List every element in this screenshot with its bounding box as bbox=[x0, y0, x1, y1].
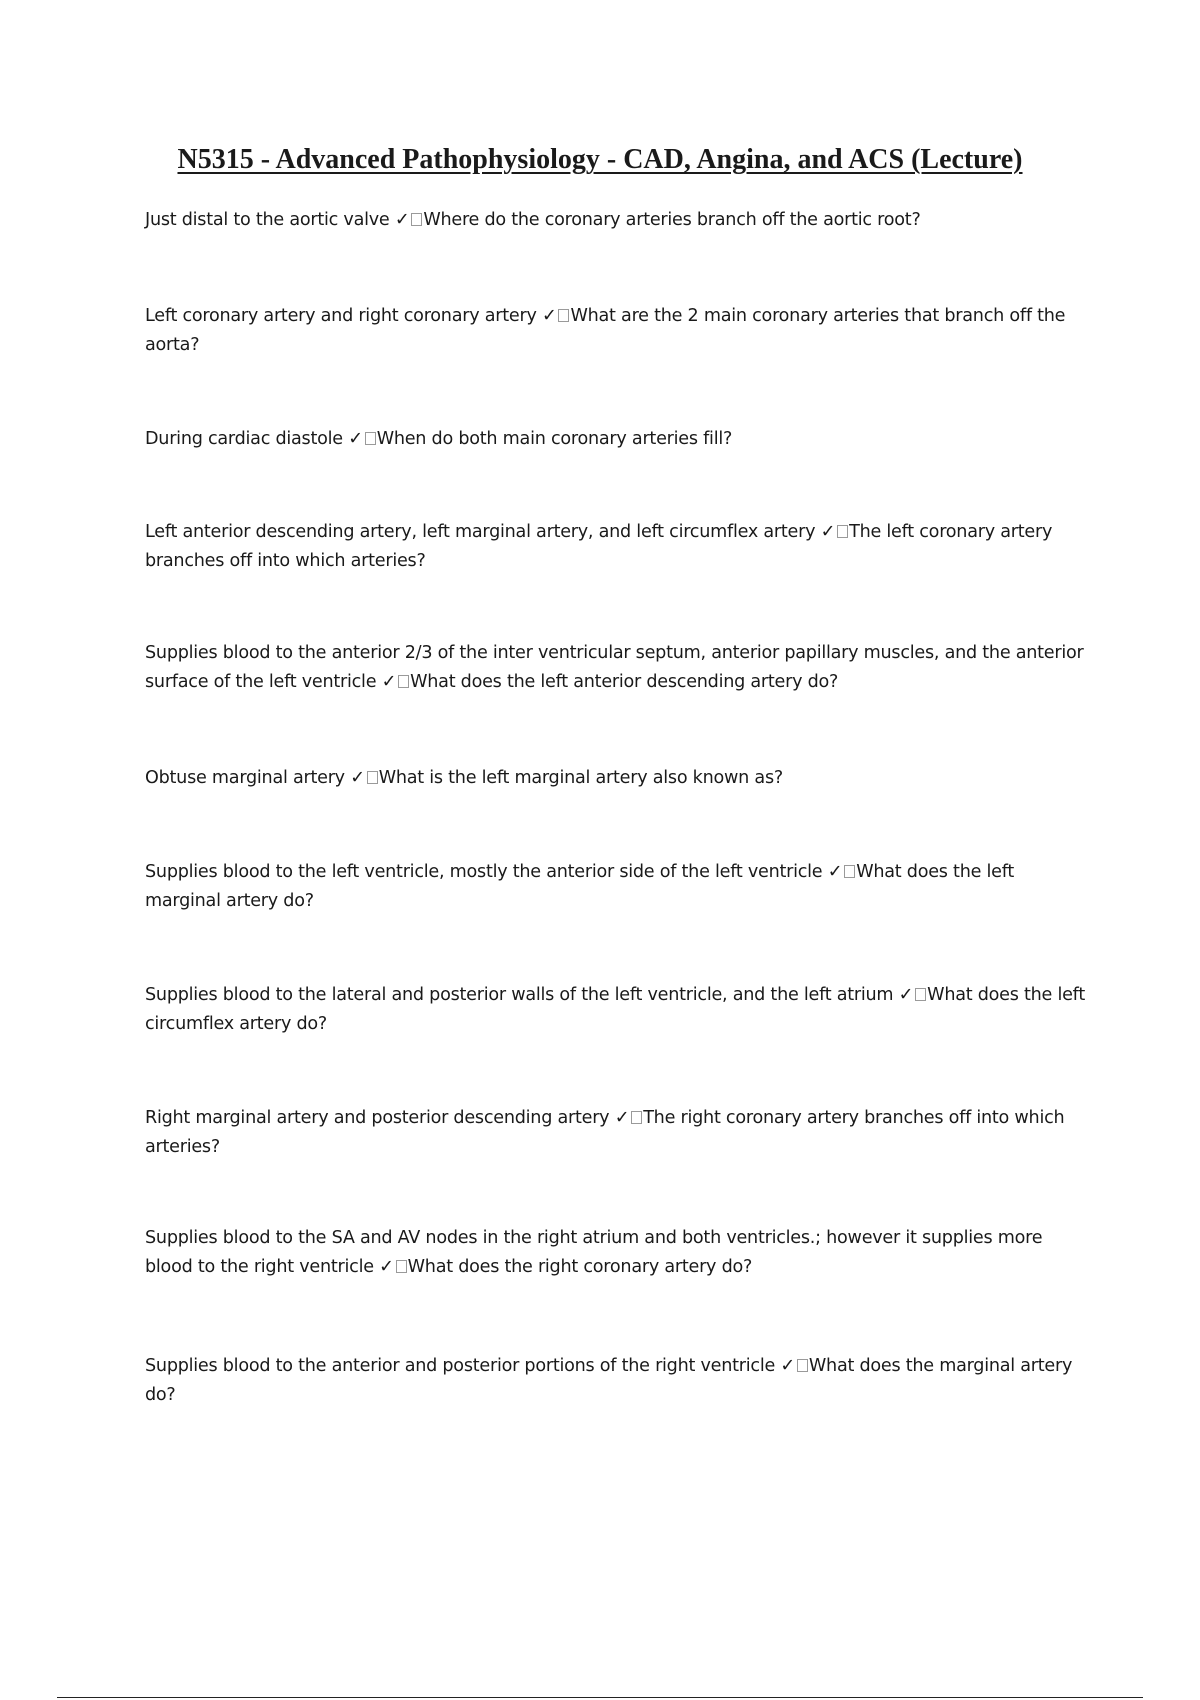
qa-question: The left coronary artery branches off into which arteries? bbox=[145, 522, 1053, 571]
empty-box-icon bbox=[797, 1359, 808, 1372]
qa-answer: Supplies blood to the lateral and posterior walls of the left ventricle, and the left atrium bbox=[145, 985, 894, 1005]
checkmark-icon: ✓ bbox=[381, 672, 397, 692]
qa-question: What does the left circumflex artery do? bbox=[145, 985, 1085, 1034]
qa-item bbox=[145, 206, 1090, 235]
bottom-divider bbox=[57, 1697, 1143, 1698]
qa-question: What does the right coronary artery do? bbox=[407, 1257, 753, 1277]
empty-box-icon bbox=[398, 675, 409, 688]
empty-box-icon bbox=[915, 988, 926, 1001]
qa-item bbox=[145, 981, 1090, 1039]
empty-box-icon bbox=[365, 432, 376, 445]
checkmark-icon: ✓ bbox=[379, 1257, 394, 1277]
qa-item bbox=[145, 639, 1090, 697]
document-title bbox=[0, 143, 1200, 177]
qa-answer: Left anterior descending artery, left marginal artery, and left circumflex artery bbox=[145, 522, 816, 542]
empty-box-icon bbox=[844, 865, 855, 878]
empty-box-icon bbox=[411, 213, 422, 226]
qa-item bbox=[145, 1104, 1090, 1162]
checkmark-icon: ✓ bbox=[614, 1108, 630, 1128]
qa-item bbox=[145, 858, 1090, 916]
qa-question: What is the left marginal artery also known as? bbox=[378, 768, 783, 788]
qa-answer: Supplies blood to the left ventricle, mostly the anterior side of the left ventricle bbox=[145, 862, 823, 882]
qa-answer: During cardiac diastole bbox=[145, 429, 343, 449]
qa-item bbox=[145, 764, 1090, 793]
qa-answer: Left coronary artery and right coronary artery bbox=[145, 306, 537, 326]
checkmark-icon: ✓ bbox=[820, 522, 836, 542]
qa-question: What does the left anterior descending artery do? bbox=[410, 672, 839, 692]
empty-box-icon bbox=[837, 525, 848, 538]
qa-answer: Obtuse marginal artery bbox=[145, 768, 345, 788]
qa-item bbox=[145, 302, 1090, 360]
document-title-text: N5315 - Advanced Pathophysiology - CAD, Angina, and ACS (Lecture) bbox=[177, 144, 1023, 175]
checkmark-icon: ✓ bbox=[898, 985, 914, 1005]
empty-box-icon bbox=[558, 309, 569, 322]
checkmark-icon: ✓ bbox=[348, 429, 363, 449]
qa-answer: Just distal to the aortic valve bbox=[145, 210, 390, 230]
checkmark-icon: ✓ bbox=[350, 768, 365, 788]
empty-box-icon bbox=[396, 1260, 407, 1273]
qa-item bbox=[145, 1352, 1090, 1410]
qa-item bbox=[145, 1224, 1090, 1282]
qa-question: Where do the coronary arteries branch off the aortic root? bbox=[423, 210, 921, 230]
qa-answer: Right marginal artery and posterior descending artery bbox=[145, 1108, 610, 1128]
checkmark-icon: ✓ bbox=[780, 1356, 795, 1376]
qa-item bbox=[145, 425, 1090, 454]
checkmark-icon: ✓ bbox=[541, 306, 557, 326]
checkmark-icon: ✓ bbox=[827, 862, 843, 882]
empty-box-icon bbox=[631, 1111, 642, 1124]
qa-question: What does the left marginal artery do? bbox=[145, 862, 1015, 911]
qa-answer: Supplies blood to the anterior 2/3 of the inter ventricular septum, anterior papillary muscles, and the anterior surface of the left ventricle bbox=[145, 643, 1084, 692]
qa-question: What are the 2 main coronary arteries that branch off the aorta? bbox=[145, 306, 1066, 355]
qa-question: When do both main coronary arteries fill? bbox=[376, 429, 733, 449]
qa-answer: Supplies blood to the anterior and posterior portions of the right ventricle bbox=[145, 1356, 776, 1376]
qa-question: The right coronary artery branches off into which arteries? bbox=[145, 1108, 1065, 1157]
empty-box-icon bbox=[367, 771, 378, 784]
checkmark-icon: ✓ bbox=[394, 210, 410, 230]
qa-item bbox=[145, 518, 1090, 576]
qa-question: What does the marginal artery do? bbox=[145, 1356, 1073, 1405]
qa-answer: Supplies blood to the SA and AV nodes in the right atrium and both ventricles.; however it supplies more blood to the right ventricle bbox=[145, 1228, 1043, 1277]
